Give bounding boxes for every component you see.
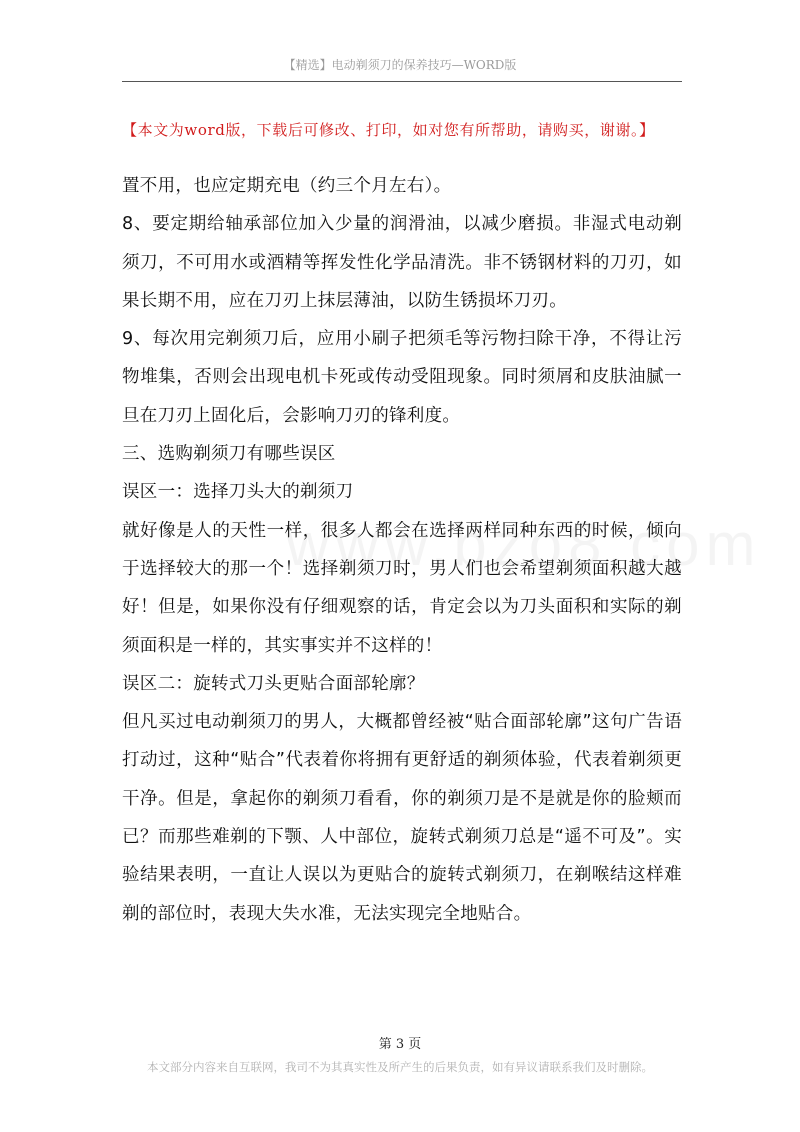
paragraph-mistake-1: 就好像是人的天性一样，很多人都会在选择两样同种东西的时候，倾向于选择较大的那一个！选择剃须刀时，男人们也会希望剃须面积越大越好！但是，如果你没有仔细观察的话，肯定会以为刀头面积和实际的剃须面积是一样的，其实事实并不这样的！ [122, 520, 682, 656]
paragraph-mistake-2: 但凡买过电动剃须刀的男人，大概都曾经被“贴合面部轮廓”这句广告语打动过，这种“贴合”代表着你将拥有更舒适的剃须体验，代表着剃须更干净。但是，拿起你的剃须刀看看，你的剃须刀是不是就是你的脸颊而已？而那些难剃的下颚、人中部位，旋转式剃须刀总是“遥不可及”。实验结果表明，一直让人误以为更贴合的旋转式剃须刀，在剃喉结这样难剃的部位时，表现大失水准，无法实现完全地贴合。 [122, 712, 682, 924]
page-number: 第 3 页 [378, 1037, 422, 1052]
document-header: 【精选】电动剃须刀的保养技巧—WORD版 [283, 58, 517, 72]
paragraph-continuation: 置不用，也应定期充电（约三个月左右）。 [122, 176, 452, 196]
paragraph-item-9: 9、每次用完剃须刀后，应用小刷子把须毛等污物扫除干净，不得让污物堆集，否则会出现电机卡死或传动受阻现象。同时须屑和皮肤油腻一旦在刀刃上固化后，会影响刀刃的锋利度。 [122, 329, 682, 426]
section-heading: 三、选购剃须刀有哪些误区 [122, 444, 336, 465]
subheading-mistake-2: 误区二：旋转式刀头更贴合面部轮廓？ [122, 673, 425, 694]
subheading-mistake-1: 误区一：选择刀头大的剃须刀 [122, 482, 354, 503]
paragraph-item-8: 8、要定期给轴承部位加入少量的润滑油，以减少磨损。非湿式电动剃须刀，不可用水或酒精等挥发性化学品清洗。非不锈钢材料的刀刃，如果长期不用，应在刀刃上抹层薄油，以防生锈损坏刀刃。 [122, 214, 682, 311]
footer-disclaimer: 本文部分内容来自互联网，我司不为其真实性及所产生的后果负责，如有异议请联系我们及时删除。 [147, 1060, 653, 1074]
header-divider [122, 81, 682, 82]
document-body [122, 167, 682, 933]
download-notice: 【本文为word版，下载后可修改、打印，如对您有所帮助，请购买，谢谢。】 [122, 121, 655, 139]
